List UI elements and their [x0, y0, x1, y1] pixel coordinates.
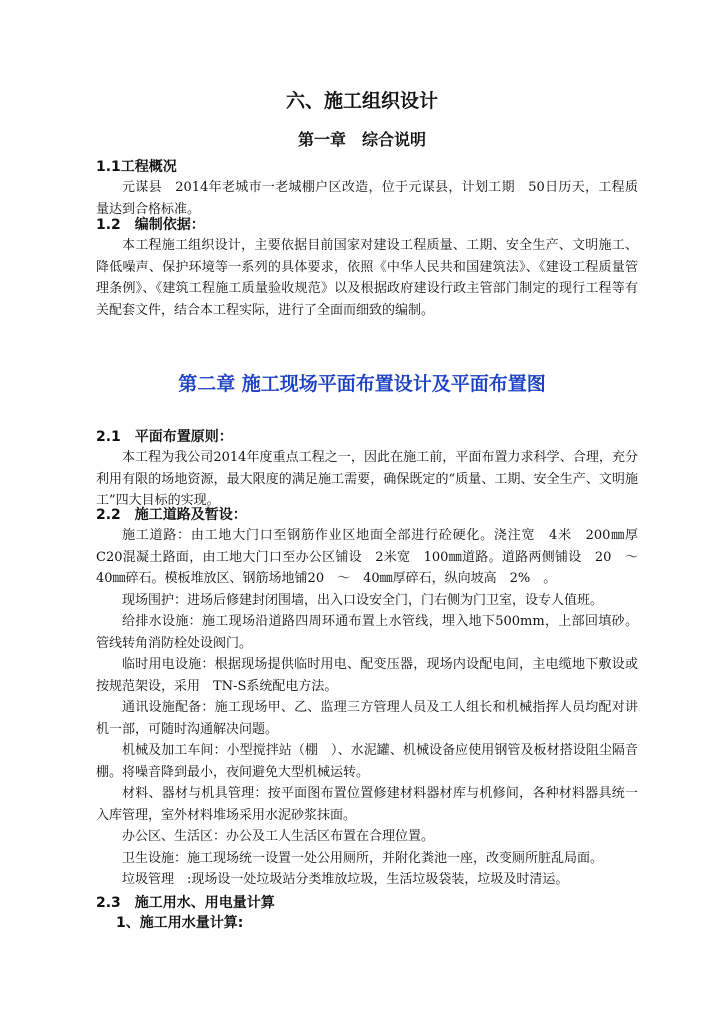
section-1-2: [96, 215, 638, 321]
section-1-1: [96, 157, 638, 220]
section-2-3-subheading: 1、施工用水量计算:: [116, 914, 244, 931]
section-2-3-heading: 2.3 施工用水、用电量计算: [96, 894, 275, 911]
section-1-2-heading: 1.2 编制依据：: [96, 217, 205, 233]
section-2-2: [96, 505, 652, 933]
paragraph-sanitation: 卫生设施：施工现场统一设置一处公用厕所，并附化粪池一座，改变厕所脏乱局面。: [122, 850, 604, 866]
paragraph-enclosure: 现场围护：进场后修建封闭围墙，出入口设安全门，门右侧为门卫室，设专人值班。: [122, 592, 604, 608]
paragraph-materials: 材料、器材与机具管理：按平面图布置位置修建材料器材库与机修间，各种材料器具统一入库管理，室外材料堆场采用水泥砂浆抹面。: [96, 786, 638, 823]
section-2-1: [96, 427, 638, 512]
paragraph-communication: 通讯设施配备：施工现场甲、乙、监理三方管理人员及工人组长和机械指挥人员均配对讲机一部，可随时沟通解决问题。: [96, 700, 638, 737]
chapter1-heading: 第一章 综合说明: [297, 130, 426, 149]
paragraph-roads: 施工道路：由工地大门口至钢筋作业区地面全部进行砼硬化。浇注宽 4米 200㎜厚 C20混凝土路面，由工地大门口至办公区铺设 2米宽 100㎜道路。道路两侧铺设 20 ～ 40㎜碎石。模板堆放区、钢筋场地铺20 ～ 40㎜厚碎石，纵向坡高 2% 。: [96, 528, 652, 586]
chapter2-heading: 第二章 施工现场平面布置设计及平面布置图: [178, 373, 546, 395]
paragraph-water-supply: 给排水设施：施工现场沿道路四周环通布置上水管线，埋入地下500mm，上部回填砂。管线转角消防栓处设阀门。: [96, 614, 638, 651]
section-2-2-heading: 2.2 施工道路及暂设：: [96, 507, 247, 523]
section-2-1-heading: 2.1 平面布置原则：: [96, 429, 233, 445]
section-1-1-text: 元谋县 2014年老城市一老城棚户区改造，位于元谋县，计划工期 50日历天，工程质量达到合格标准。: [96, 180, 638, 217]
paragraph-office-living: 办公区、生活区：办公及工人生活区布置在合理位置。: [122, 829, 435, 844]
paragraph-temporary-power: 临时用电设施：根据现场提供临时用电、配变压器，现场内设配电间，主电缆地下敷设或按规范架设，采用 TN-S系统配电方法。: [96, 657, 638, 694]
paragraph-garbage: 垃圾管理 :现场设一处垃圾站分类堆放垃圾，生活垃圾袋装，垃圾及时清运。: [122, 872, 569, 887]
section-1-1-heading: 1.1工程概况: [96, 159, 177, 175]
document-title: 六、施工组织设计: [285, 90, 438, 112]
section-2-1-text: 本工程为我公司2014年度重点工程之一，因此在施工前，平面布置力求科学、合理，充分利用有限的场地资源，最大限度的满足施工需要，确保既定的“质量、工期、安全生产、文明施工”四大目标的实现。: [96, 450, 638, 508]
section-1-2-text: 本工程施工组织设计，主要依据目前国家对建设工程质量、工期、安全生产、文明施工、降低噪声、保护环境等一系列的具体要求，依照《中华人民共和国建筑法》、《建设工程质量管理条例》、《建筑工程施工质量验收规范》以及根据政府建设行政主管部门制定的现行工程等有关配套文件，结合本工程实际，进行了全面而细致的编制。: [96, 238, 638, 318]
paragraph-machinery: 机械及加工车间：小型搅拌站（棚 ）、水泥罐、机械设备应使用钢管及板材搭设阻尘隔音棚。将噪音降到最小，夜间避免大型机械运转。: [96, 743, 638, 780]
